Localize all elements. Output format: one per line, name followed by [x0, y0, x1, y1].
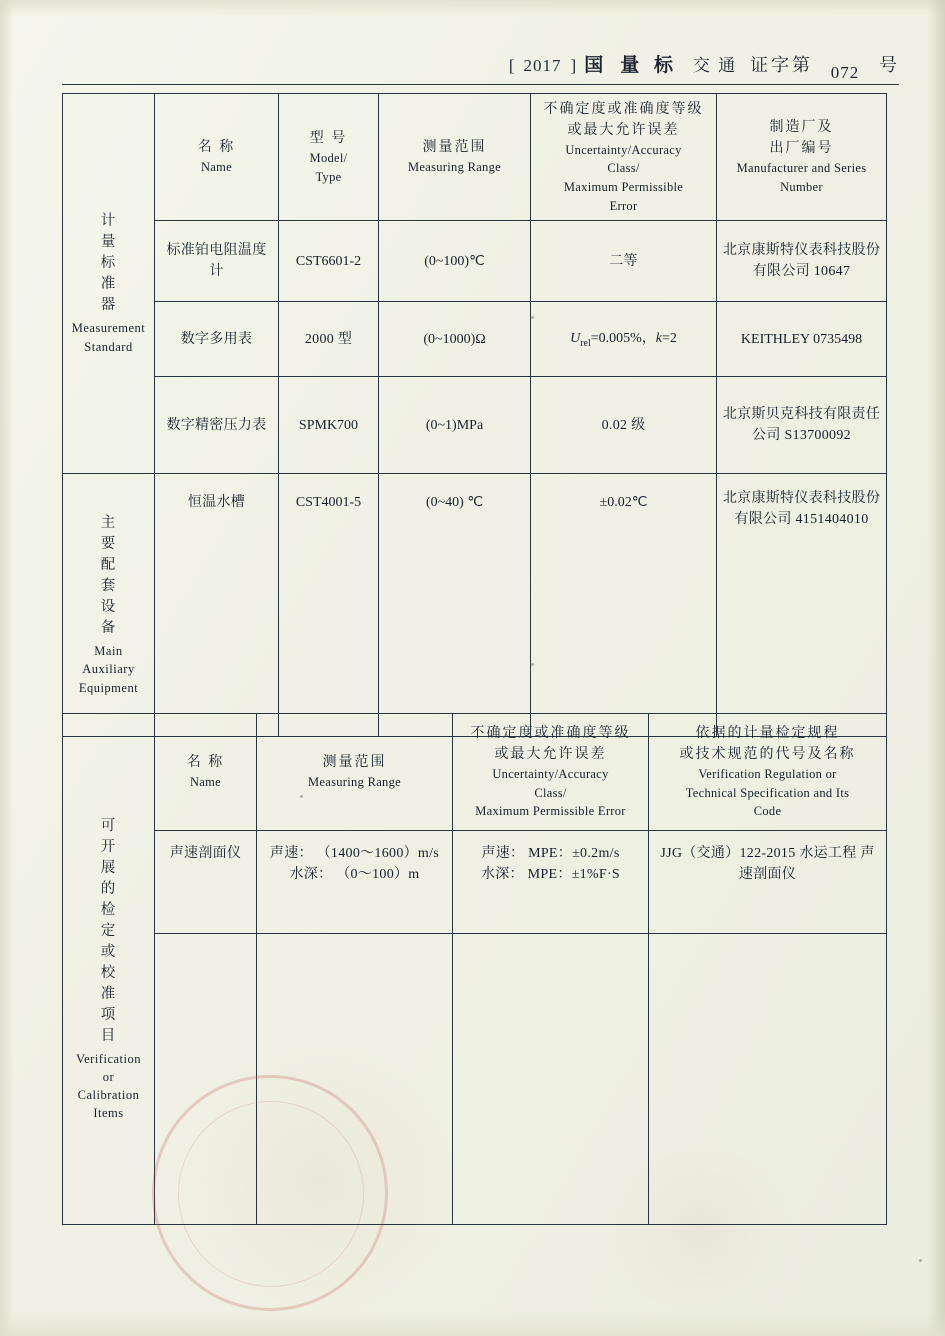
std-uncertainty: $U_{rel}=0.005\%$，k=2	[531, 302, 717, 377]
page-edge-bottom	[0, 1310, 945, 1336]
column-header-item-range	[257, 714, 453, 831]
column-header-name	[155, 94, 279, 221]
table-row	[63, 302, 887, 377]
column-header-model-en: Model/ Type	[309, 150, 348, 184]
aux-manufacturer: 北京康斯特仪表科技股份有限公司 4151404010	[717, 474, 887, 737]
aux-name: 恒温水槽	[155, 474, 279, 737]
item-regulation: JJG（交通）122-2015 水运工程 声速剖面仪	[649, 831, 887, 934]
bracket-close: ]	[570, 56, 577, 75]
item-range-line2: 水深： （0～100）m	[289, 867, 420, 882]
column-header-model-cn: 型 号	[309, 130, 348, 146]
item-mpe-empty	[453, 934, 649, 1225]
column-header-uncertainty-en: Uncertainty/Accuracy Class/ Maximum Permissible Error	[563, 142, 684, 213]
certificate-number-line	[507, 50, 899, 82]
column-header-item-uncertainty-en: Uncertainty/Accuracy Class/ Maximum Permissible Error	[475, 766, 626, 819]
std-uncertainty: 二等	[531, 221, 717, 302]
column-header-range-cn: 测量范围	[422, 140, 487, 156]
std-manufacturer: KEITHLEY 0735498	[717, 302, 887, 377]
column-header-range	[379, 94, 531, 221]
column-header-name-cn: 名 称	[197, 140, 236, 156]
column-header-model	[279, 94, 379, 221]
certificate-year: 2017	[523, 56, 562, 75]
item-name-empty	[155, 934, 257, 1225]
std-name: 数字精密压力表	[155, 377, 279, 474]
column-header-item-name-cn: 名 称	[186, 755, 225, 771]
label-zhengzidi: 证字第	[750, 55, 813, 75]
bracket-open: [	[508, 56, 515, 75]
std-uncertainty-value: =0.005%，k=2	[590, 330, 677, 346]
std-model: CST6601-2	[279, 221, 379, 302]
std-range: (0~1)MPa	[379, 377, 531, 474]
column-header-item-regulation	[649, 714, 887, 831]
certificate-header	[62, 50, 899, 90]
label-guo: 国	[584, 55, 609, 76]
item-regulation-empty	[649, 934, 887, 1225]
item-mpe-line2: 水深： MPE：±1%F·S	[480, 867, 621, 882]
table-row	[63, 221, 887, 302]
section-label-cn: 主 要 配 套 设 备	[100, 515, 117, 637]
section-label-en: Verification or Calibration Items	[75, 1051, 141, 1121]
page-edge-top	[0, 0, 945, 16]
std-model: SPMK700	[279, 377, 379, 474]
column-header-item-uncertainty-cn: 不确定度或准确度等级 或最大允许误差	[470, 725, 631, 762]
table-row	[63, 377, 887, 474]
column-header-manufacturer-en: Manufacturer and Series Number	[736, 161, 867, 194]
table-row	[63, 714, 887, 831]
column-header-uncertainty-cn: 不确定度或准确度等级 或最大允许误差	[543, 101, 704, 138]
column-header-manufacturer	[717, 94, 887, 221]
aux-uncertainty: ±0.02℃	[531, 474, 717, 737]
column-header-item-regulation-en: Verification Regulation or Technical Specification and Its Code	[685, 766, 850, 819]
paper-speck	[919, 1259, 922, 1262]
issuing-department: 交 通	[692, 56, 738, 75]
label-hao: 号	[879, 55, 899, 75]
item-range-line1: 声速： （1400～1600）m/s	[269, 846, 440, 861]
column-header-item-uncertainty	[453, 714, 649, 831]
std-manufacturer: 北京康斯特仪表科技股份有限公司 10647	[717, 221, 887, 302]
item-range	[257, 831, 453, 934]
item-range-empty	[257, 934, 453, 1225]
column-header-item-name	[155, 714, 257, 831]
section-label-en: Main Auxiliary Equipment	[78, 644, 139, 695]
page-edge-right	[927, 0, 945, 1336]
column-header-item-range-cn: 测量范围	[322, 755, 387, 771]
page-edge-left	[0, 0, 14, 1336]
section-label-auxiliary-equipment	[63, 474, 155, 737]
header-divider	[62, 84, 899, 85]
section-label-measurement-standard	[63, 94, 155, 474]
std-manufacturer: 北京斯贝克科技有限责任公司 S13700092	[717, 377, 887, 474]
std-range: (0~1000)Ω	[379, 302, 531, 377]
column-header-item-regulation-cn: 依据的计量检定规程 或技术规范的代号及名称	[679, 725, 856, 762]
certificate-table-items	[62, 713, 887, 1225]
item-mpe-line1: 声速： MPE：±0.2m/s	[481, 846, 620, 861]
section-label-cn: 计 量 标 准 器	[100, 213, 117, 314]
std-uncertainty: 0.02 级	[531, 377, 717, 474]
table-row	[63, 474, 887, 737]
certificate-table	[62, 93, 887, 737]
column-header-name-en: Name	[200, 160, 233, 175]
std-name: 标准铂电阻温度计	[155, 221, 279, 302]
std-model: 2000 型	[279, 302, 379, 377]
aux-range: (0~40) ℃	[379, 474, 531, 737]
column-header-uncertainty	[531, 94, 717, 221]
table-row	[63, 934, 887, 1225]
column-header-range-en: Measuring Range	[407, 160, 502, 175]
certificate-serial-number: 072	[830, 63, 860, 82]
column-header-item-range-en: Measuring Range	[307, 775, 402, 790]
table-row	[63, 94, 887, 221]
section-label-verification-items	[63, 714, 155, 1225]
aux-model: CST4001-5	[279, 474, 379, 737]
std-range: (0~100)℃	[379, 221, 531, 302]
label-liangbiao: 量 标	[620, 55, 678, 76]
std-name: 数字多用表	[155, 302, 279, 377]
table-row	[63, 831, 887, 934]
column-header-manufacturer-cn: 制造厂及 出厂编号	[769, 120, 834, 157]
section-label-en: Measurement Standard	[71, 321, 146, 354]
column-header-item-name-en: Name	[189, 775, 222, 790]
item-mpe	[453, 831, 649, 934]
item-name: 声速剖面仪	[155, 831, 257, 934]
section-label-cn: 可 开 展 的 检 定 或 校 准 项 目	[100, 817, 117, 1044]
